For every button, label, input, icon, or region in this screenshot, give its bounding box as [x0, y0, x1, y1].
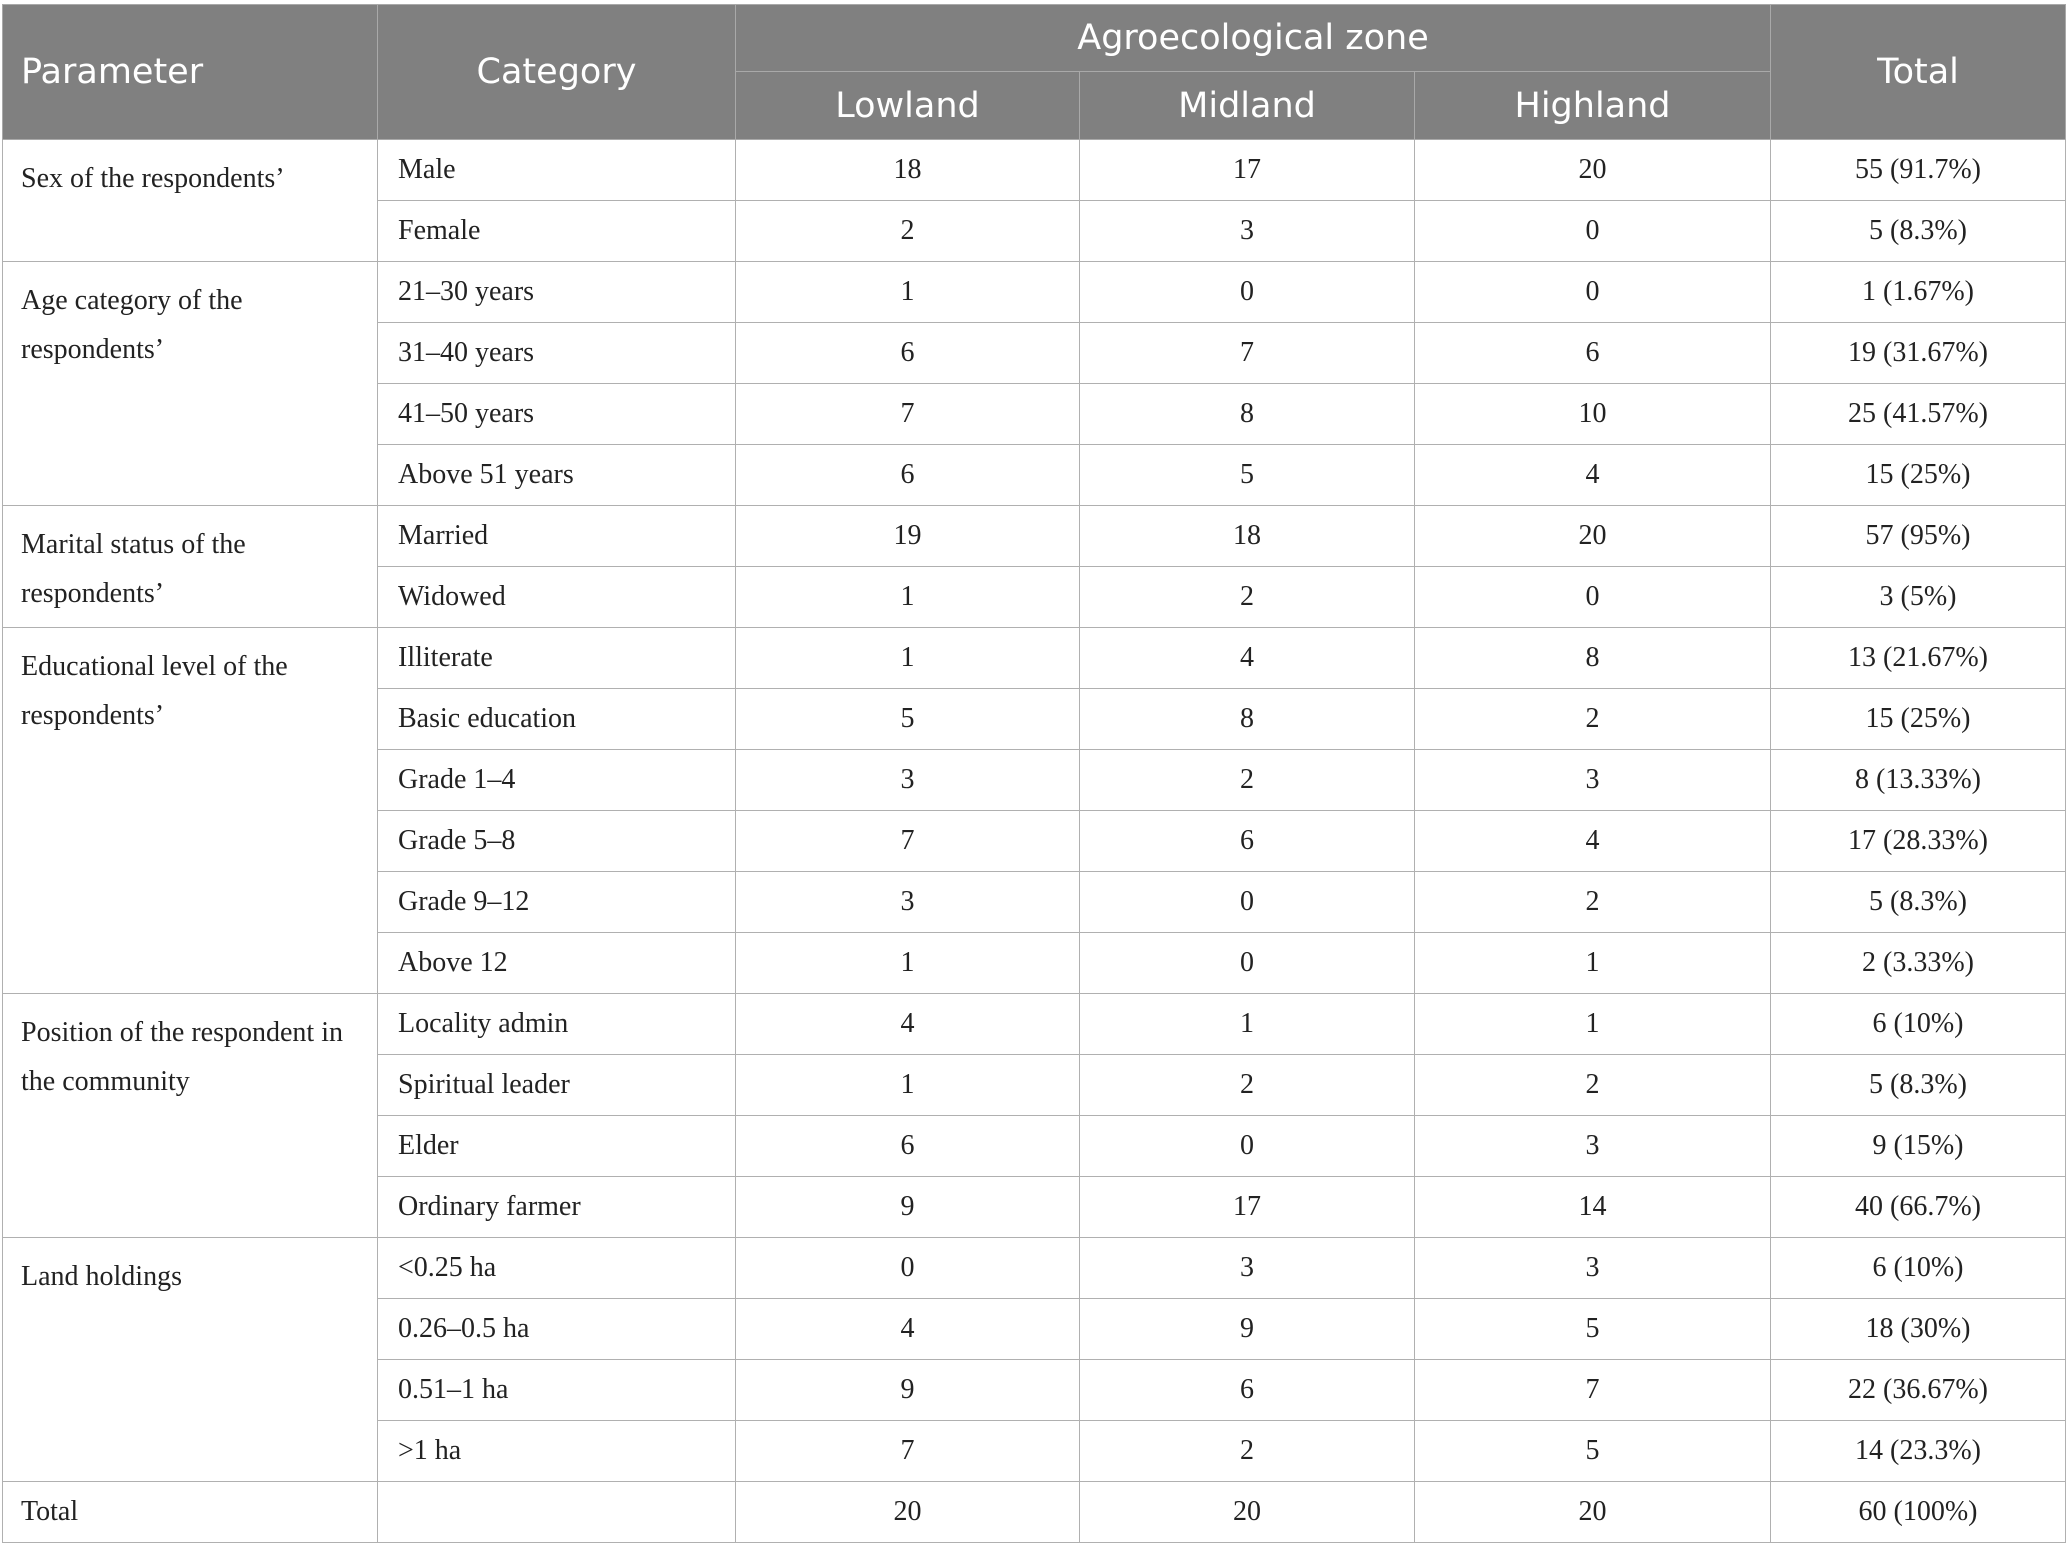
highland-cell: 20: [1415, 506, 1771, 567]
category-cell: Female: [378, 201, 736, 262]
lowland-cell: 18: [736, 140, 1080, 201]
highland-cell: 5: [1415, 1299, 1771, 1360]
category-cell: Spiritual leader: [378, 1055, 736, 1116]
total-cell: 6 (10%): [1771, 994, 2066, 1055]
lowland-cell: 6: [736, 1116, 1080, 1177]
total-cell: 8 (13.33%): [1771, 750, 2066, 811]
midland-cell: 2: [1080, 1421, 1415, 1482]
highland-cell: 3: [1415, 750, 1771, 811]
total-cell: 3 (5%): [1771, 567, 2066, 628]
total-cell: 55 (91.7%): [1771, 140, 2066, 201]
highland-cell: 10: [1415, 384, 1771, 445]
total-cell: 5 (8.3%): [1771, 872, 2066, 933]
midland-cell: 1: [1080, 994, 1415, 1055]
table-row: [3, 1238, 2066, 1299]
midland-cell: 0: [1080, 872, 1415, 933]
lowland-cell: 1: [736, 933, 1080, 994]
lowland-cell: 1: [736, 262, 1080, 323]
header-agroecological-zone: Agroecological zone: [736, 5, 1771, 72]
category-cell: Grade 1–4: [378, 750, 736, 811]
total-cell: 14 (23.3%): [1771, 1421, 2066, 1482]
midland-cell: 2: [1080, 750, 1415, 811]
midland-cell: 3: [1080, 1238, 1415, 1299]
parameter-cell: Marital status of the respondents’: [3, 506, 378, 628]
highland-cell: 6: [1415, 323, 1771, 384]
total-cell: 15 (25%): [1771, 689, 2066, 750]
lowland-cell: 7: [736, 811, 1080, 872]
table-row: [3, 1482, 2066, 1543]
highland-cell: 0: [1415, 567, 1771, 628]
category-cell: [378, 1482, 736, 1543]
highland-cell: 20: [1415, 140, 1771, 201]
total-cell: 5 (8.3%): [1771, 1055, 2066, 1116]
total-cell: 25 (41.57%): [1771, 384, 2066, 445]
highland-cell: 4: [1415, 811, 1771, 872]
midland-cell: 6: [1080, 1360, 1415, 1421]
lowland-cell: 3: [736, 750, 1080, 811]
lowland-cell: 19: [736, 506, 1080, 567]
highland-cell: 4: [1415, 445, 1771, 506]
category-cell: Grade 5–8: [378, 811, 736, 872]
category-cell: Married: [378, 506, 736, 567]
midland-cell: 0: [1080, 262, 1415, 323]
table-body: [3, 140, 2066, 1543]
parameter-cell: Land holdings: [3, 1238, 378, 1482]
midland-cell: 9: [1080, 1299, 1415, 1360]
category-cell: 31–40 years: [378, 323, 736, 384]
lowland-cell: 6: [736, 445, 1080, 506]
highland-cell: 14: [1415, 1177, 1771, 1238]
category-cell: Grade 9–12: [378, 872, 736, 933]
lowland-cell: 9: [736, 1360, 1080, 1421]
highland-cell: 0: [1415, 262, 1771, 323]
lowland-cell: 6: [736, 323, 1080, 384]
category-cell: Male: [378, 140, 736, 201]
header-lowland: Lowland: [736, 72, 1080, 140]
midland-cell: 18: [1080, 506, 1415, 567]
table-row: [3, 262, 2066, 323]
category-cell: 21–30 years: [378, 262, 736, 323]
parameter-cell: Educational level of the respondents’: [3, 628, 378, 994]
category-cell: Widowed: [378, 567, 736, 628]
total-cell: 60 (100%): [1771, 1482, 2066, 1543]
midland-cell: 2: [1080, 1055, 1415, 1116]
header-total: Total: [1771, 5, 2066, 140]
parameter-cell: Sex of the respondents’: [3, 140, 378, 262]
midland-cell: 17: [1080, 140, 1415, 201]
lowland-cell: 1: [736, 628, 1080, 689]
total-cell: 6 (10%): [1771, 1238, 2066, 1299]
header-midland: Midland: [1080, 72, 1415, 140]
highland-cell: 2: [1415, 689, 1771, 750]
total-cell: 22 (36.67%): [1771, 1360, 2066, 1421]
midland-cell: 7: [1080, 323, 1415, 384]
table-row: [3, 994, 2066, 1055]
highland-cell: 3: [1415, 1238, 1771, 1299]
demographics-table: [2, 4, 2066, 1543]
midland-cell: 8: [1080, 689, 1415, 750]
total-cell: 19 (31.67%): [1771, 323, 2066, 384]
lowland-cell: 0: [736, 1238, 1080, 1299]
lowland-cell: 7: [736, 1421, 1080, 1482]
midland-cell: 6: [1080, 811, 1415, 872]
header-highland: Highland: [1415, 72, 1771, 140]
table-row: [3, 506, 2066, 567]
total-cell: 1 (1.67%): [1771, 262, 2066, 323]
highland-cell: 1: [1415, 933, 1771, 994]
category-cell: >1 ha: [378, 1421, 736, 1482]
lowland-cell: 4: [736, 1299, 1080, 1360]
parameter-cell: Position of the respondent in the community: [3, 994, 378, 1238]
midland-cell: 3: [1080, 201, 1415, 262]
lowland-cell: 3: [736, 872, 1080, 933]
highland-cell: 1: [1415, 994, 1771, 1055]
header-parameter: Parameter: [3, 5, 378, 140]
total-cell: 5 (8.3%): [1771, 201, 2066, 262]
table-row: [3, 628, 2066, 689]
category-cell: 0.26–0.5 ha: [378, 1299, 736, 1360]
lowland-cell: 1: [736, 1055, 1080, 1116]
lowland-cell: 1: [736, 567, 1080, 628]
total-cell: 13 (21.67%): [1771, 628, 2066, 689]
total-cell: 15 (25%): [1771, 445, 2066, 506]
midland-cell: 8: [1080, 384, 1415, 445]
category-cell: Elder: [378, 1116, 736, 1177]
total-cell: 17 (28.33%): [1771, 811, 2066, 872]
table-row: [3, 140, 2066, 201]
category-cell: 41–50 years: [378, 384, 736, 445]
lowland-cell: 9: [736, 1177, 1080, 1238]
midland-cell: 0: [1080, 1116, 1415, 1177]
lowland-cell: 4: [736, 994, 1080, 1055]
category-cell: Above 12: [378, 933, 736, 994]
midland-cell: 4: [1080, 628, 1415, 689]
category-cell: Above 51 years: [378, 445, 736, 506]
category-cell: Ordinary farmer: [378, 1177, 736, 1238]
midland-cell: 17: [1080, 1177, 1415, 1238]
highland-cell: 7: [1415, 1360, 1771, 1421]
parameter-cell: Total: [3, 1482, 378, 1543]
lowland-cell: 7: [736, 384, 1080, 445]
category-cell: Illiterate: [378, 628, 736, 689]
total-cell: 57 (95%): [1771, 506, 2066, 567]
highland-cell: 2: [1415, 1055, 1771, 1116]
midland-cell: 20: [1080, 1482, 1415, 1543]
highland-cell: 20: [1415, 1482, 1771, 1543]
midland-cell: 0: [1080, 933, 1415, 994]
category-cell: 0.51–1 ha: [378, 1360, 736, 1421]
category-cell: Locality admin: [378, 994, 736, 1055]
highland-cell: 8: [1415, 628, 1771, 689]
highland-cell: 2: [1415, 872, 1771, 933]
highland-cell: 0: [1415, 201, 1771, 262]
lowland-cell: 20: [736, 1482, 1080, 1543]
header-category: Category: [378, 5, 736, 140]
lowland-cell: 2: [736, 201, 1080, 262]
total-cell: 9 (15%): [1771, 1116, 2066, 1177]
parameter-cell: Age category of the respondents’: [3, 262, 378, 506]
highland-cell: 5: [1415, 1421, 1771, 1482]
midland-cell: 2: [1080, 567, 1415, 628]
total-cell: 40 (66.7%): [1771, 1177, 2066, 1238]
total-cell: 2 (3.33%): [1771, 933, 2066, 994]
total-cell: 18 (30%): [1771, 1299, 2066, 1360]
lowland-cell: 5: [736, 689, 1080, 750]
category-cell: Basic education: [378, 689, 736, 750]
highland-cell: 3: [1415, 1116, 1771, 1177]
category-cell: <0.25 ha: [378, 1238, 736, 1299]
midland-cell: 5: [1080, 445, 1415, 506]
